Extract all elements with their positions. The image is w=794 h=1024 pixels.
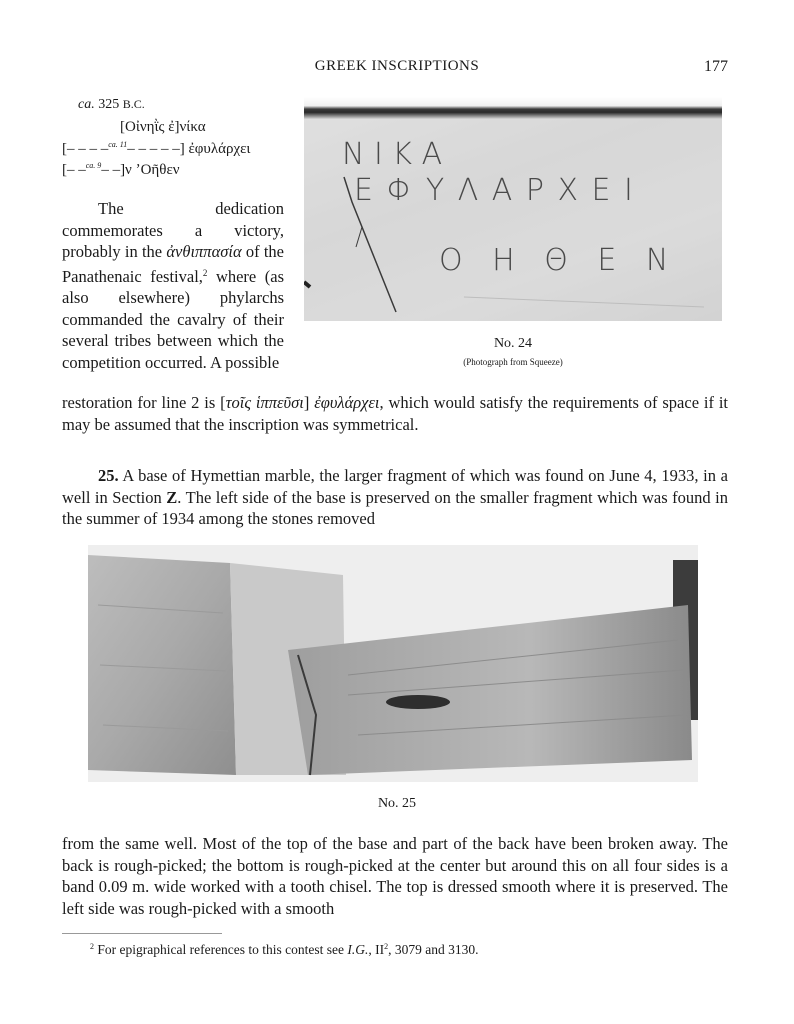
entry-25-number: 25. [98,466,119,485]
line2-letter-count: ca. 11 [108,140,128,149]
commentary-left-column [62,198,284,373]
footnote-text-1: For epigraphical references to this contest see [94,942,348,957]
footnote-divider [62,933,222,934]
running-header-title: GREEK INSCRIPTIONS [314,58,480,74]
footnote-2 [90,942,479,958]
date-year: 325 [98,97,120,112]
incised-letters-line-3: Ο Η Θ Ε Ν [439,243,679,278]
footnote-ref-italic: I.G. [347,942,369,957]
entry-25-text-2: . The left side of the base is preserved on the smaller fragment which was found in the summer of 1934 among the stones removed [62,487,728,528]
restoration-greek-1: τοῖς ἱππεῦσι [225,393,304,412]
date-era: B.C. [122,97,145,111]
commentary-greek-term: ἀνθιππασία [166,242,242,261]
line3-end: – –]ν ʼΟῆθεν [101,162,180,178]
inscription-line-3 [62,161,180,179]
entry-25-text-1: A base of Hymettian marble, the larger fragment of which was found on June 4, 1933, in a well in Section [62,466,728,507]
commentary-paragraph [62,198,284,373]
stone-crack-drawing [304,97,722,321]
incised-letters-line-1: Ν Ι Κ Α [342,137,443,172]
line3-letter-count: ca. 9 [85,161,102,170]
photo-figure-24 [304,97,722,321]
footnote-text-2: , II [368,942,385,957]
footnote-text-3: , 3079 and 3130. [388,942,479,957]
commentary-text-1: The dedication commemorates a victory, probably in the [62,199,284,261]
date-prefix: ca. [78,97,95,112]
figure-24-caption: No. 24 [493,336,533,351]
footnote-marker: 2 [90,942,94,951]
figure-24-subcaption: (Photograph from Squeeze) [463,357,563,367]
restoration-paragraph [62,392,728,435]
restoration-text-3: , which would satisfy the requirements of space if it may be assumed that the inscription was symmetrical. [62,393,728,434]
restoration-greek-2: ἐφυλάρχει [314,393,380,412]
commentary-text-2: of the Panathenaic festival, [62,242,284,286]
commentary-text-3: where (as also elsewhere) phylarchs commanded the cavalry of their several tribes between which the competition occurred. A possible [62,266,284,372]
inscription-line-2 [62,140,250,158]
inscription-line-1: [Οἰνηῒς ἐ]νίκα [120,119,206,135]
line2-gap: [– – – – [62,141,109,157]
entry-25-section: Z [166,487,178,507]
footnote-ref-sup: 2 [384,942,389,951]
page-number: 177 [704,58,728,75]
line2-end: – – – – –] ἐφυλάρχει [127,141,251,157]
inscription-date [78,97,145,113]
incised-letters-line-2: Ε Φ Υ Λ Α Ρ Χ Ε Ι [354,173,635,208]
restoration-text-1: restoration for line 2 is [ [62,393,226,412]
marble-base-drawing [88,545,698,782]
entry-25-paragraph [62,465,728,530]
line3-gap: [– – [62,162,86,178]
entry-25-continuation: from the same well. Most of the top of the base and part of the back have been broken away. The back is rough-picked; the bottom is rough-picked at the center but around this on all four sides is a band 0.09 m. wide worked with a tooth chisel. The top is dressed smooth where it is preserved. The left side was rough-picked with a smooth [62,834,728,918]
footnote-ref-2: 2 [202,267,208,278]
figure-25-caption: No. 25 [377,796,417,811]
restoration-text-2: ] [303,393,315,412]
photo-figure-25 [88,545,698,782]
